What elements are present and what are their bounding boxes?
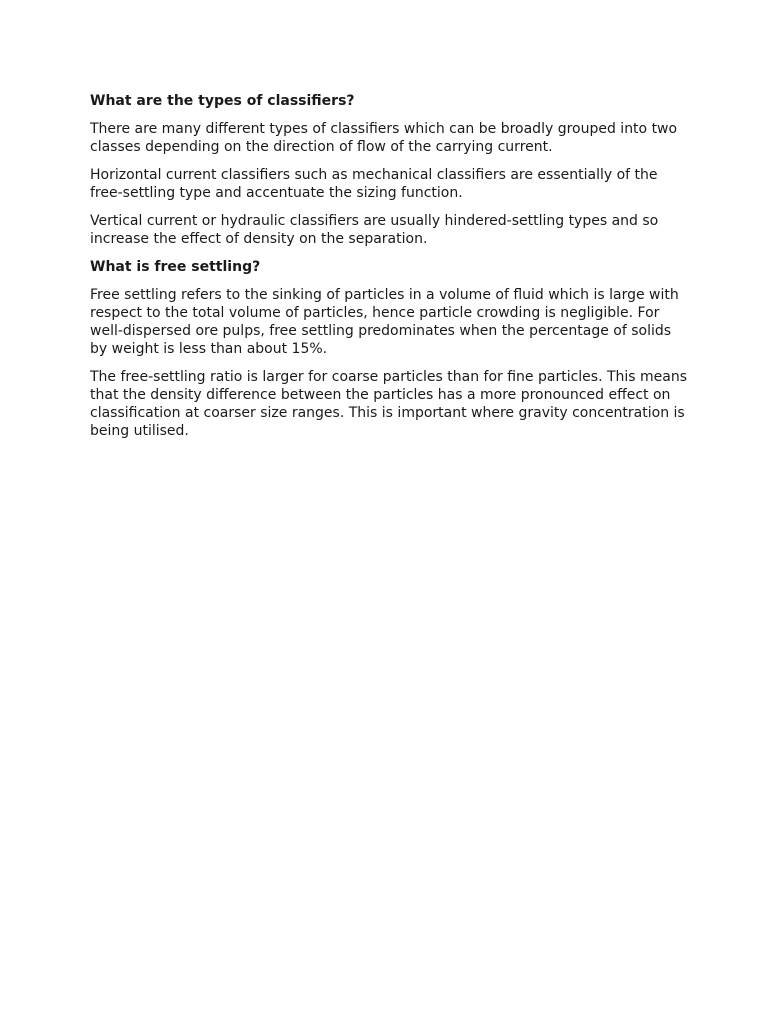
section-classifier-types: [90, 92, 690, 248]
paragraph: The free-settling ratio is larger for coarse particles than for fine particles. This means that the density difference between the particles has a more pronounced effect on classification at coarser size ranges. This is important where gravity concentration is being utilised.: [90, 369, 688, 439]
paragraph: Free settling refers to the sinking of particles in a volume of fluid which is large with respect to the total volume of particles, hence particle crowding is negligible. For well-dispersed ore pulps, free settling predominates when the percentage of solids by weight is less than about 15%.: [90, 287, 679, 357]
paragraph: Horizontal current classifiers such as mechanical classifiers are essentially of the free-settling type and accentuate the sizing function.: [90, 167, 658, 201]
section-heading: What are the types of classifiers?: [90, 93, 355, 109]
section-heading: What is free settling?: [90, 259, 261, 275]
document-page: [90, 92, 690, 450]
section-free-settling: [90, 258, 690, 440]
paragraph: Vertical current or hydraulic classifiers are usually hindered-settling types and so increase the effect of density on the separation.: [90, 213, 659, 247]
paragraph: There are many different types of classifiers which can be broadly grouped into two classes depending on the direction of flow of the carrying current.: [90, 121, 678, 155]
